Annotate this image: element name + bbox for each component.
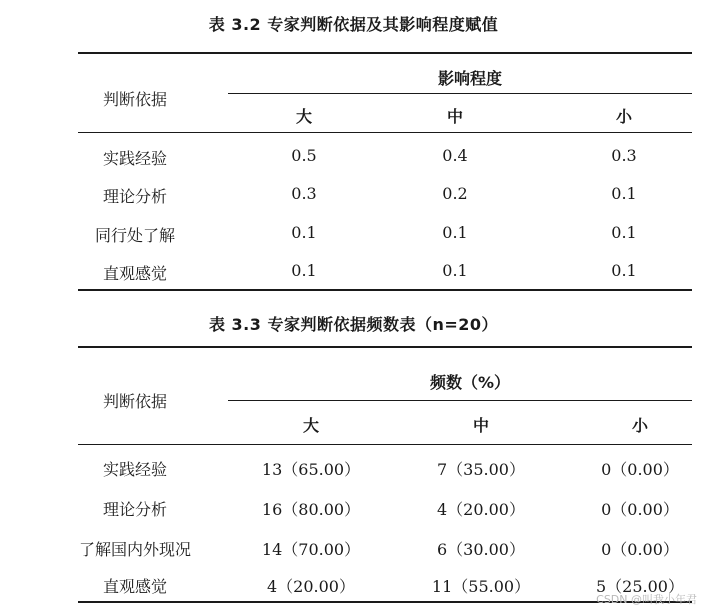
table2-cell: 6（30.00） — [437, 540, 525, 559]
table1-header-rule — [78, 132, 692, 133]
table1-cell: 0.5 — [291, 146, 317, 165]
table1-row-label: 理论分析 — [102, 187, 168, 206]
table2-col-medium: 中 — [472, 416, 490, 435]
table1-row-label: 同行处了解 — [94, 226, 176, 245]
table2-top-rule — [78, 346, 692, 348]
table1-cell: 0.1 — [611, 261, 637, 280]
table1-top-rule — [78, 52, 692, 54]
table1-col-medium: 中 — [446, 107, 464, 126]
table2-cell: 7（35.00） — [437, 460, 525, 479]
table2-row-label: 理论分析 — [102, 500, 168, 519]
table1-group-header: 影响程度 — [437, 69, 503, 88]
table1-row-label: 直观感觉 — [102, 264, 168, 283]
table2-cell: 14（70.00） — [261, 540, 361, 559]
table2-cell: 0（0.00） — [601, 540, 679, 559]
table2-row-label: 直观感觉 — [102, 577, 168, 596]
table2-group-header: 频数（%） — [429, 373, 511, 392]
table1-cell: 0.1 — [442, 261, 468, 280]
table1-group-rule — [228, 93, 692, 94]
table1-cell: 0.4 — [442, 146, 468, 165]
watermark: CSDN @叫我小年君 — [596, 593, 697, 606]
table2-row-label: 实践经验 — [102, 460, 168, 479]
table2-cell: 5（25.00） — [596, 577, 684, 596]
table2-cell: 0（0.00） — [601, 500, 679, 519]
table2-cell: 0（0.00） — [601, 460, 679, 479]
table2-col-large: 大 — [302, 416, 320, 435]
table2-row-label: 了解国内外现况 — [78, 540, 192, 559]
table2-row-header: 判断依据 — [102, 392, 168, 411]
table1-bottom-rule — [78, 289, 692, 291]
table1-cell: 0.1 — [291, 261, 317, 280]
table2-cell: 4（20.00） — [267, 577, 355, 596]
table1-caption: 表 3.2 专家判断依据及其影响程度赋值 — [208, 15, 499, 34]
table1-row-label: 实践经验 — [102, 149, 168, 168]
table1-cell: 0.1 — [611, 184, 637, 203]
table1-col-large: 大 — [295, 107, 313, 126]
table1-cell: 0.1 — [291, 223, 317, 242]
table2-group-rule — [228, 400, 692, 401]
table2-cell: 16（80.00） — [261, 500, 361, 519]
table2-header-rule — [78, 444, 692, 445]
table2-caption: 表 3.3 专家判断依据频数表（n=20） — [208, 315, 499, 334]
table2-col-small: 小 — [631, 416, 649, 435]
table1-cell: 0.3 — [611, 146, 637, 165]
table2-cell: 4（20.00） — [437, 500, 525, 519]
table2-cell: 13（65.00） — [261, 460, 361, 479]
table1-row-header: 判断依据 — [102, 90, 168, 109]
table2-cell: 11（55.00） — [431, 577, 531, 596]
table1-cell: 0.1 — [611, 223, 637, 242]
table1-cell: 0.3 — [291, 184, 317, 203]
table1-cell: 0.2 — [442, 184, 468, 203]
table1-col-small: 小 — [615, 107, 633, 126]
table1-cell: 0.1 — [442, 223, 468, 242]
